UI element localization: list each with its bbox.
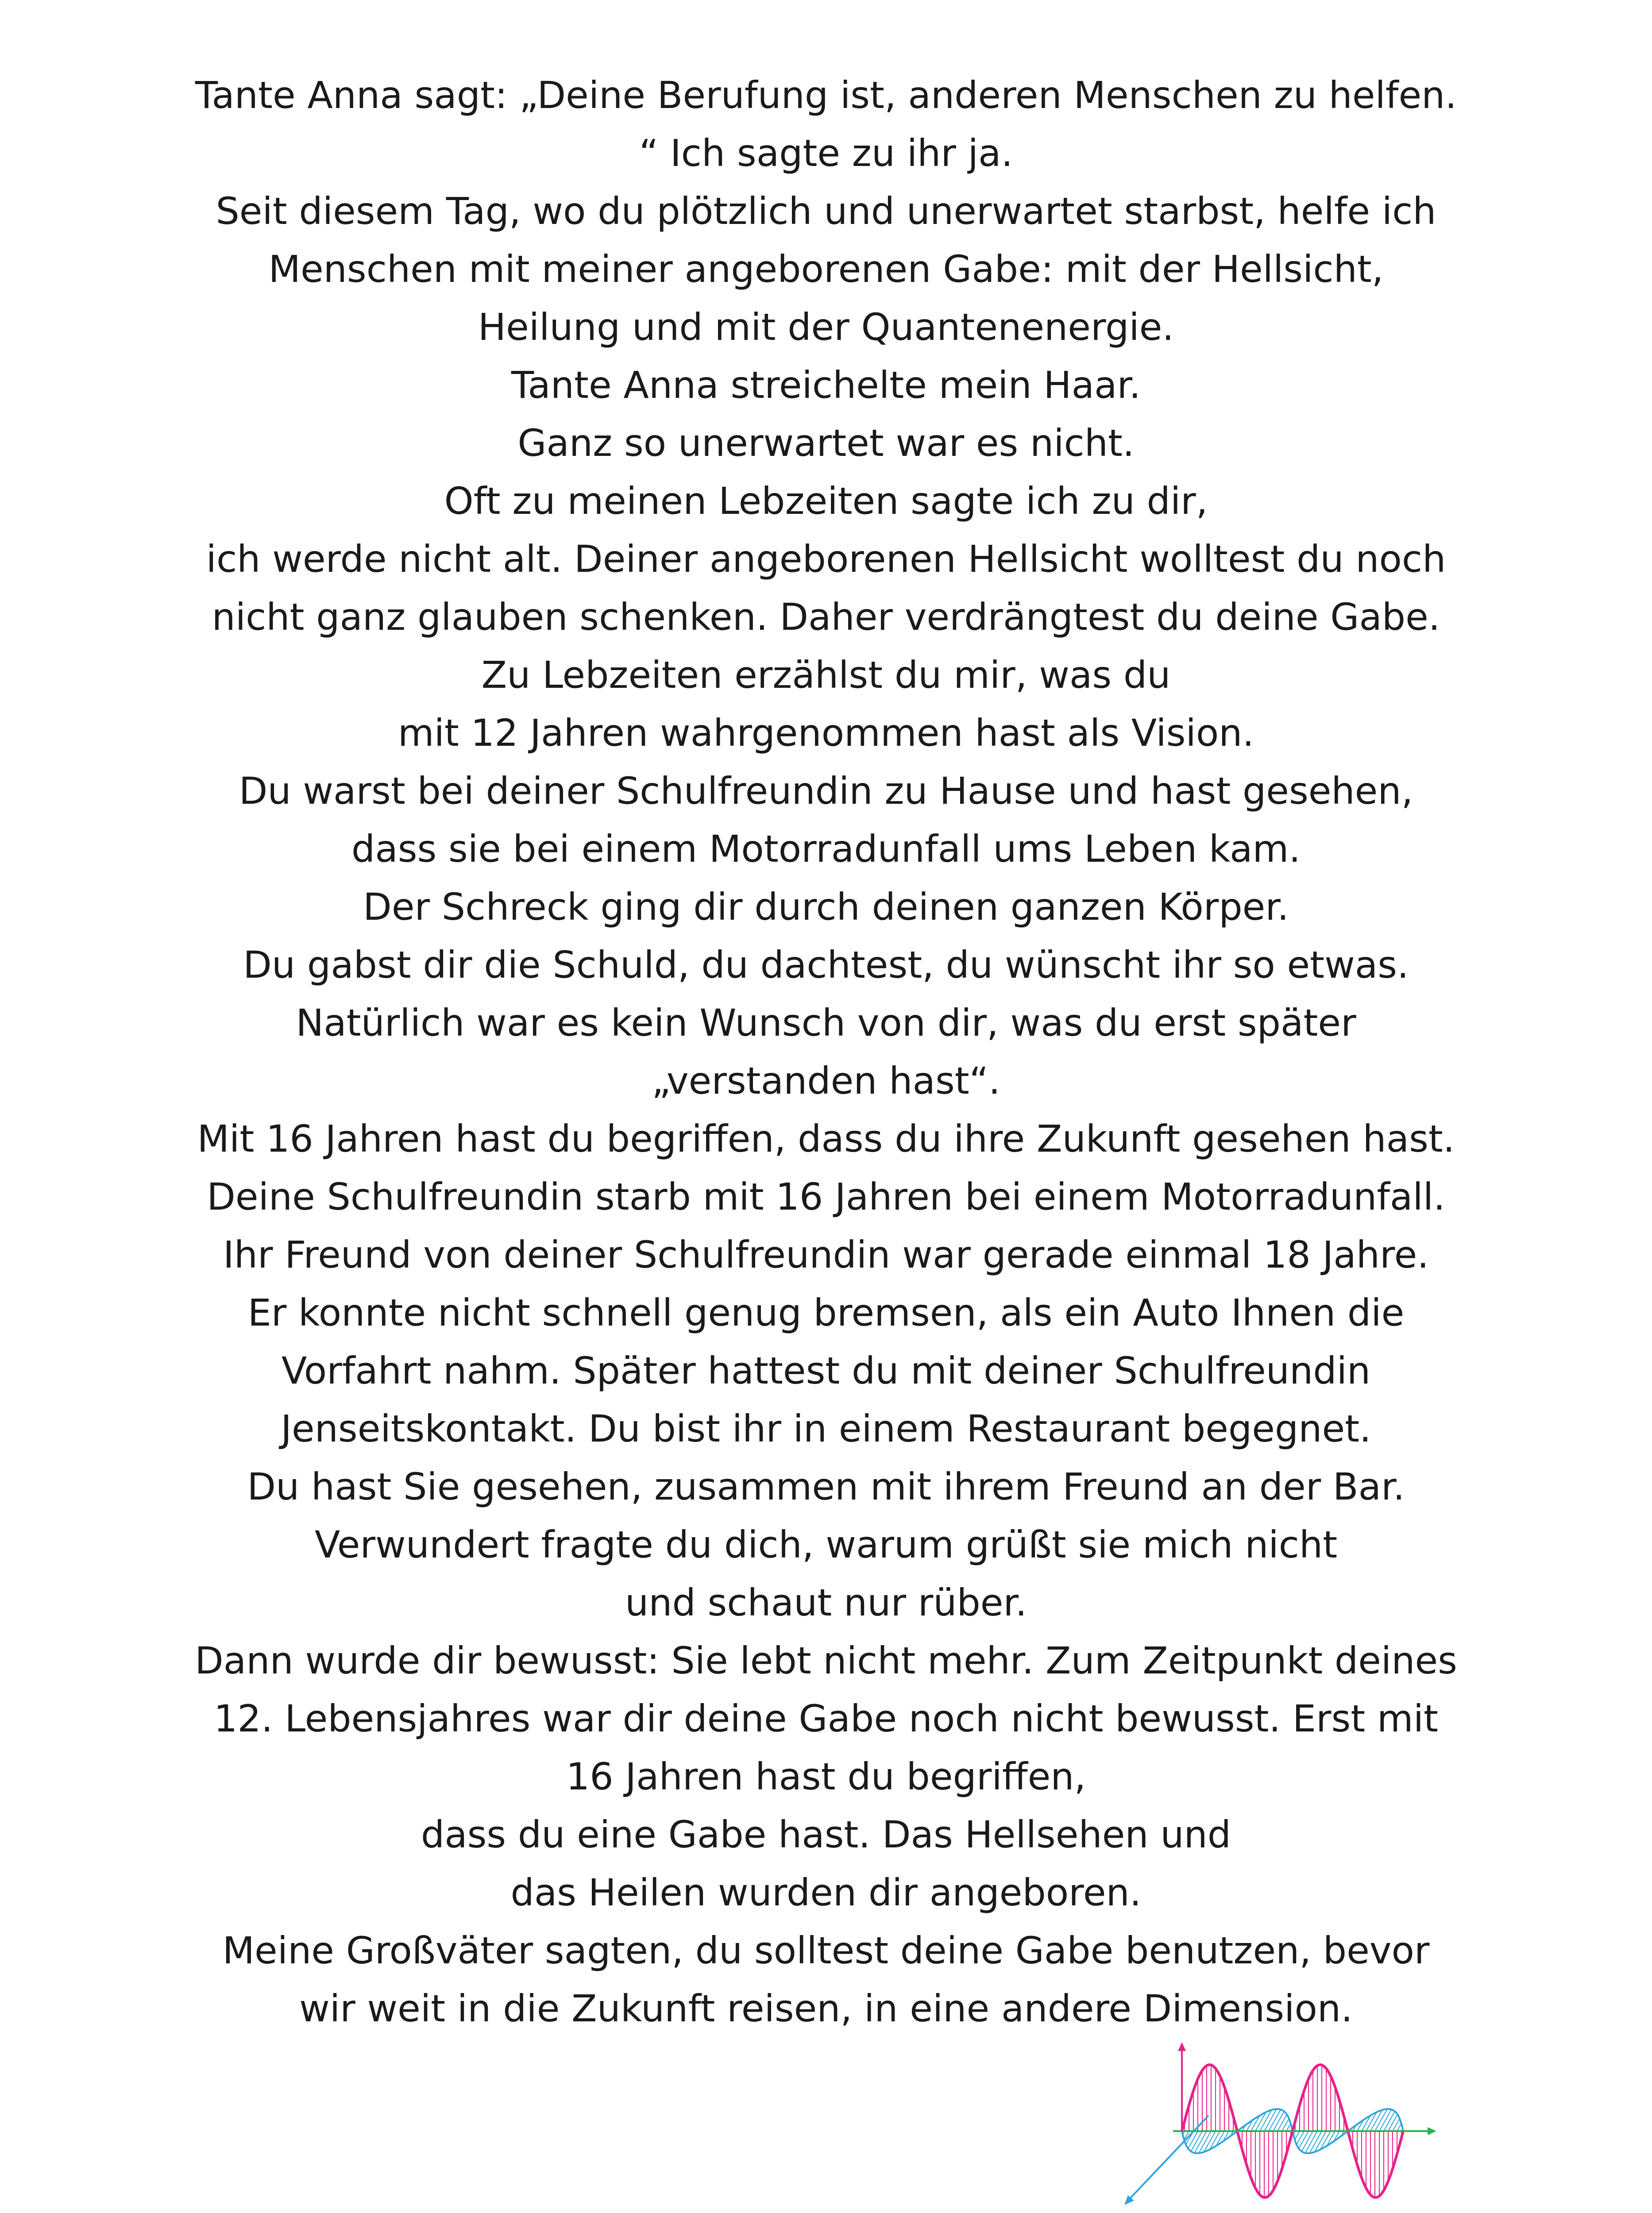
- text-line: Du hast Sie gesehen, zusammen mit ihrem Freund an der Bar.: [247, 1465, 1405, 1508]
- text-line: das Heilen wurden dir angeboren.: [510, 1871, 1142, 1914]
- magnetic-hatch-line: [1295, 2131, 1300, 2140]
- text-line: Heilung und mit der Quantenenergie.: [478, 305, 1174, 349]
- text-line: Zu Lebzeiten erzählst du mir, was du: [481, 653, 1171, 697]
- text-line: Menschen mit meiner angeborenen Gabe: mit der Hellsicht,: [268, 247, 1384, 291]
- y-axis-arrowhead: [1178, 2042, 1186, 2051]
- text-line: Er konnte nicht schnell genug bremsen, als ein Auto Ihnen die: [247, 1291, 1405, 1334]
- text-line: und schaut nur rüber.: [625, 1581, 1027, 1624]
- text-line: Dann wurde dir bewusst: Sie lebt nicht mehr. Zum Zeitpunkt deines: [195, 1639, 1457, 1682]
- magnetic-hatch-line: [1299, 2131, 1308, 2148]
- text-line: “ Ich sagte zu ihr ja.: [639, 131, 1013, 175]
- text-line: Meine Großväter sagten, du solltest deine Gabe benutzen, bevor: [222, 1929, 1430, 1972]
- text-line: Oft zu meinen Lebzeiten sagte ich zu dir,: [444, 479, 1208, 523]
- magnetic-hatch-line: [1273, 2111, 1284, 2131]
- text-line: Tante Anna streichelte mein Haar.: [511, 363, 1141, 407]
- magnetic-hatch-line: [1286, 2124, 1291, 2131]
- text-line: 12. Lebensjahres war dir deine Gabe noch nicht bewusst. Erst mit: [213, 1697, 1438, 1740]
- text-line: dass sie bei einem Motorradunfall ums Leben kam.: [351, 827, 1301, 871]
- text-line: Ihr Freund von deiner Schulfreundin war gerade einmal 18 Jahre.: [223, 1233, 1429, 1276]
- magnetic-hatch-line: [1188, 2131, 1198, 2148]
- text-line: Der Schreck ging dir durch deinen ganzen Körper.: [363, 885, 1289, 929]
- text-line: Vorfahrt nahm. Später hattest du mit deiner Schulfreundin: [281, 1349, 1371, 1392]
- text-line: dass du eine Gabe hast. Das Hellsehen und: [421, 1813, 1231, 1856]
- text-line: Verwundert fragte du dich, warum grüßt sie mich nicht: [314, 1523, 1338, 1566]
- magnetic-hatch-line: [1397, 2124, 1401, 2131]
- text-line: wir weit in die Zukunft reisen, in eine andere Dimension.: [299, 1987, 1353, 2030]
- text-line: Natürlich war es kein Wunsch von dir, was du erst später: [296, 1001, 1356, 1045]
- z-axis-arrow: [1129, 2116, 1208, 2200]
- electromagnetic-wave-icon: [1120, 2036, 1443, 2213]
- text-line: Mit 16 Jahren hast du begriffen, dass du ihre Zukunft gesehen hast.: [197, 1117, 1455, 1160]
- magnetic-hatch-line: [1278, 2114, 1287, 2131]
- text-line: Tante Anna sagt: „Deine Berufung ist, anderen Menschen zu helfen.: [195, 73, 1457, 117]
- text-line: 16 Jahren hast du begriffen,: [566, 1755, 1086, 1798]
- magnetic-hatch-line: [1384, 2111, 1395, 2131]
- magnetic-hatch-line: [1388, 2114, 1397, 2131]
- text-line: „verstanden hast“.: [652, 1059, 1000, 1103]
- text-line: Ganz so unerwartet war es nicht.: [517, 421, 1135, 465]
- text-line: Seit diesem Tag, wo du plötzlich und unerwartet starbst, helfe ich: [216, 189, 1436, 233]
- text-line: mit 12 Jahren wahrgenommen hast als Vision.: [398, 711, 1254, 755]
- text-line: Jenseitskontakt. Du bist ihr in einem Restaurant begegnet.: [281, 1407, 1371, 1450]
- magnetic-hatch-line: [1297, 2131, 1304, 2144]
- text-line: Du warst bei deiner Schulfreundin zu Hause und hast gesehen,: [239, 769, 1413, 813]
- x-axis-arrowhead: [1428, 2127, 1436, 2135]
- text-line: nicht ganz glauben schenken. Daher verdrängtest du deine Gabe.: [212, 595, 1440, 639]
- story-text: [66, 66, 1586, 2038]
- text-line: Deine Schulfreundin starb mit 16 Jahren bei einem Motorradunfall.: [207, 1175, 1445, 1218]
- text-line: ich werde nicht alt. Deiner angeborenen Hellsicht wolltest du noch: [206, 537, 1446, 581]
- text-line: Du gabst dir die Schuld, du dachtest, du wünscht ihr so etwas.: [243, 943, 1409, 987]
